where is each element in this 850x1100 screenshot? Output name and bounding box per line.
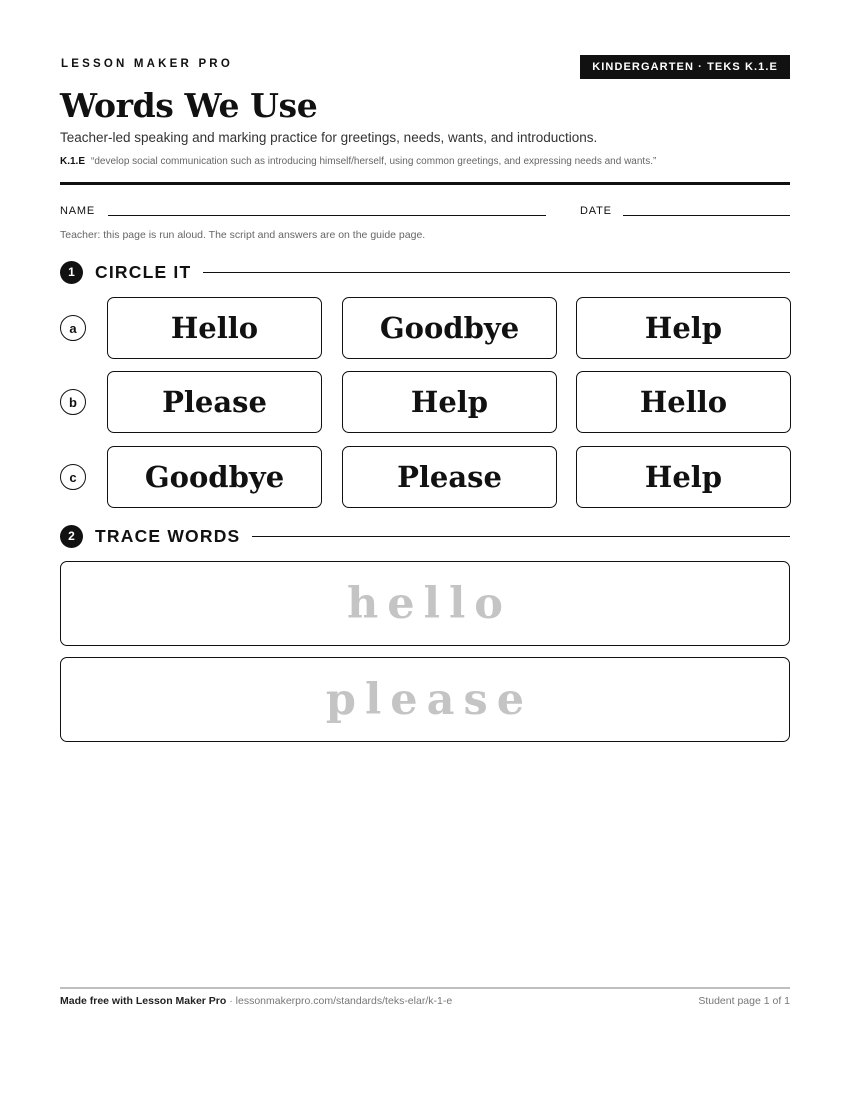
- section-title: CIRCLE IT: [95, 261, 192, 282]
- section-rule: [203, 272, 790, 273]
- trace-word-box[interactable]: hello: [60, 561, 790, 646]
- grade-badge: KINDERGARTEN · TEKS K.1.E: [580, 55, 790, 79]
- section-title: TRACE WORDS: [95, 525, 241, 546]
- section-circle-heading: [60, 260, 790, 284]
- section-rule: [252, 536, 790, 537]
- word-choice[interactable]: Hello: [576, 371, 791, 433]
- footer-separator: ·: [226, 995, 236, 1007]
- date-label: DATE: [580, 205, 612, 217]
- standard-text: “develop social communication such as introducing himself/herself, using common greetings, and expressing needs and wants.”: [91, 156, 657, 167]
- footer-page-number: Student page 1 of 1: [698, 995, 790, 1007]
- word-choice[interactable]: Help: [342, 371, 557, 433]
- word-choice[interactable]: Help: [576, 297, 791, 359]
- section-number: 1: [60, 261, 83, 284]
- footer-made-with: Made free with Lesson Maker Pro: [60, 995, 227, 1007]
- footer-url[interactable]: lessonmakerpro.com/standards/teks-elar/k-1-e: [235, 995, 453, 1007]
- page-subtitle: Teacher-led speaking and marking practice for greetings, needs, wants, and introductions.: [60, 130, 598, 145]
- standard-line: [60, 156, 656, 167]
- trace-word-box[interactable]: please: [60, 657, 790, 742]
- section-number: 2: [60, 525, 83, 548]
- footer-divider: [60, 987, 790, 989]
- word-choice[interactable]: Help: [576, 446, 791, 508]
- section-trace-heading: [60, 524, 790, 548]
- word-choice[interactable]: Goodbye: [342, 297, 557, 359]
- date-line[interactable]: [623, 215, 790, 216]
- row-letter: c: [60, 464, 86, 490]
- word-choice[interactable]: Hello: [107, 297, 322, 359]
- footer-credit: [60, 995, 452, 1007]
- page-title: Words We Use: [60, 86, 318, 125]
- word-choice[interactable]: Goodbye: [107, 446, 322, 508]
- name-label: NAME: [60, 205, 95, 217]
- word-choice[interactable]: Please: [107, 371, 322, 433]
- name-line[interactable]: [108, 215, 546, 216]
- word-choice[interactable]: Please: [342, 446, 557, 508]
- standard-code: K.1.E: [60, 156, 86, 167]
- header-divider: [60, 182, 790, 185]
- row-letter: a: [60, 315, 86, 341]
- row-letter: b: [60, 389, 86, 415]
- brand-name: LESSON MAKER PRO: [61, 58, 233, 70]
- teacher-note: Teacher: this page is run aloud. The script and answers are on the guide page.: [60, 229, 426, 241]
